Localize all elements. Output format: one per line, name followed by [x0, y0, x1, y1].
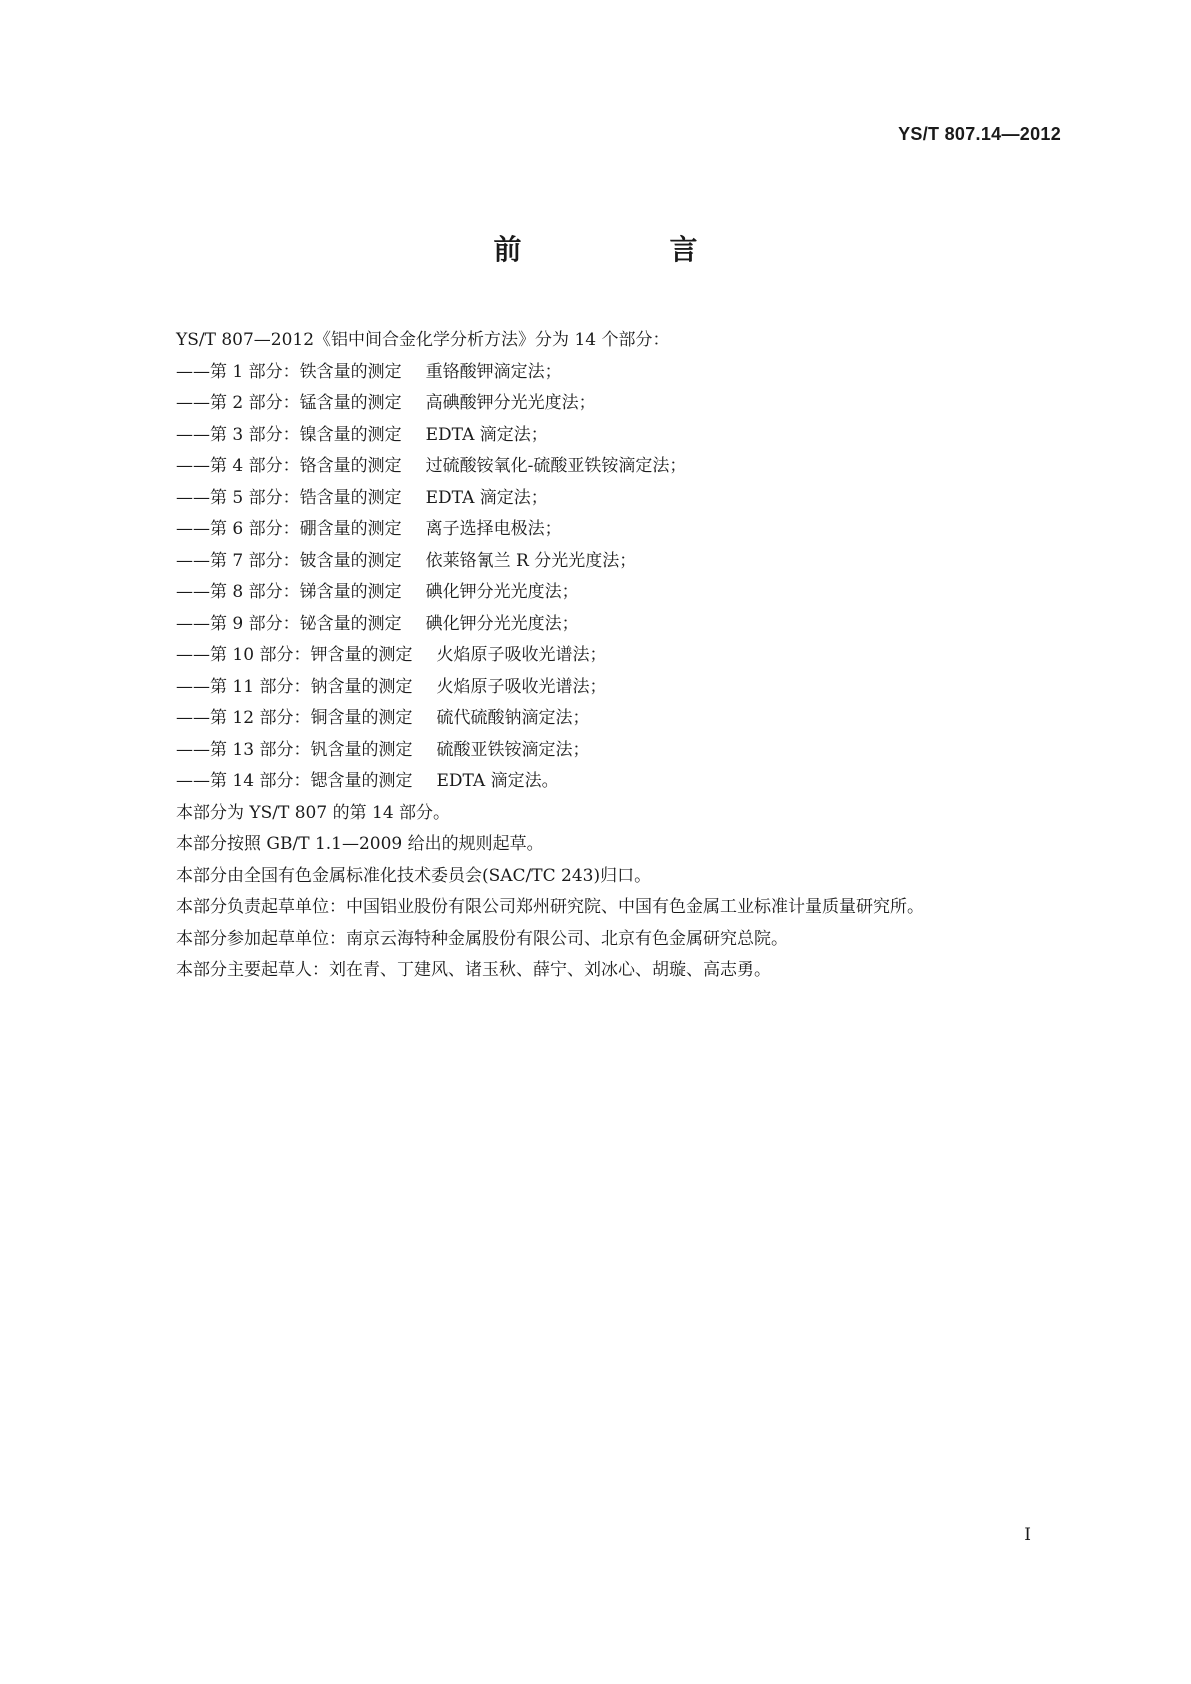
list-item: [122, 766, 1062, 798]
part-method: 硫代硫酸钠滴定法；: [436, 708, 590, 728]
part-method: EDTA 滴定法；: [425, 487, 548, 508]
list-item: [122, 672, 1062, 704]
part-prefix: ——第 7 部分：铍含量的测定: [176, 550, 402, 571]
part-method: 碘化钾分光光度法；: [425, 613, 579, 634]
drafters-statement: 本部分主要起草人：刘在青、丁建风、诸玉秋、薛宁、刘冰心、胡璇、高志勇。: [176, 960, 771, 980]
list-item: [122, 420, 1062, 452]
centralized-by-statement: 本部分由全国有色金属标准化技术委员会(SAC/TC 243)归口。: [176, 865, 652, 886]
part-method: 高碘酸钾分光光度法；: [425, 393, 596, 413]
part-method: EDTA 滴定法；: [425, 424, 548, 445]
part-method: 火焰原子吸收光谱法；: [436, 645, 607, 665]
part-prefix: ——第 3 部分：镍含量的测定: [176, 424, 402, 445]
page-number: I: [1024, 1525, 1031, 1545]
page-title: 前 言: [493, 233, 758, 266]
part-prefix: ——第 2 部分：锰含量的测定: [176, 393, 402, 413]
part-prefix: ——第 1 部分：铁含量的测定: [176, 361, 402, 382]
drafting-rules-statement: 本部分按照 GB/T 1.1—2009 给出的规则起草。: [176, 834, 544, 854]
part-method: 离子选择电极法；: [425, 519, 562, 539]
list-item: [122, 577, 1062, 609]
part-method: 依莱铬氰兰 R 分光光度法；: [425, 550, 637, 571]
list-item: [122, 546, 1062, 578]
list-item: [122, 388, 1062, 420]
list-item: [122, 640, 1062, 672]
part-prefix: ——第 6 部分：硼含量的测定: [176, 519, 402, 539]
part-prefix: ——第 4 部分：铬含量的测定: [176, 456, 402, 476]
list-item: [122, 451, 1062, 483]
part-prefix: ——第 9 部分：铋含量的测定: [176, 613, 402, 634]
part-prefix: ——第 14 部分：锶含量的测定: [176, 771, 413, 791]
part-prefix: ——第 8 部分：锑含量的测定: [176, 582, 402, 602]
part-prefix: ——第 5 部分：锆含量的测定: [176, 487, 402, 508]
part-method: 碘化钾分光光度法；: [425, 582, 579, 602]
foreword-body: [122, 325, 1062, 987]
part-prefix: ——第 13 部分：钒含量的测定: [176, 739, 413, 760]
list-item: [122, 735, 1062, 767]
part-method: 重铬酸钾滴定法；: [425, 361, 562, 382]
responsible-units-statement: 本部分负责起草单位：中国铝业股份有限公司郑州研究院、中国有色金属工业标准计量质量研究所。: [176, 897, 924, 917]
part-prefix: ——第 12 部分：铜含量的测定: [176, 708, 413, 728]
list-item: [122, 703, 1062, 735]
part-prefix: ——第 11 部分：钠含量的测定: [176, 676, 413, 697]
parts-list: [122, 357, 1062, 798]
part-of-statement: 本部分为 YS/T 807 的第 14 部分。: [176, 802, 451, 823]
part-method: EDTA 滴定法。: [436, 771, 559, 791]
list-item: [122, 514, 1062, 546]
list-item: [122, 609, 1062, 641]
standard-code: YS/T 807.14—2012: [898, 124, 1061, 144]
participating-units-statement: 本部分参加起草单位：南京云海特种金属股份有限公司、北京有色金属研究总院。: [176, 928, 788, 949]
part-method: 火焰原子吸收光谱法；: [436, 676, 607, 697]
part-method: 过硫酸铵氧化-硫酸亚铁铵滴定法；: [425, 456, 687, 476]
part-method: 硫酸亚铁铵滴定法；: [436, 739, 590, 760]
list-item: [122, 357, 1062, 389]
part-prefix: ——第 10 部分：钾含量的测定: [176, 645, 413, 665]
list-item: [122, 483, 1062, 515]
intro-paragraph: YS/T 807—2012《铝中间合金化学分析方法》分为 14 个部分：: [176, 330, 670, 350]
